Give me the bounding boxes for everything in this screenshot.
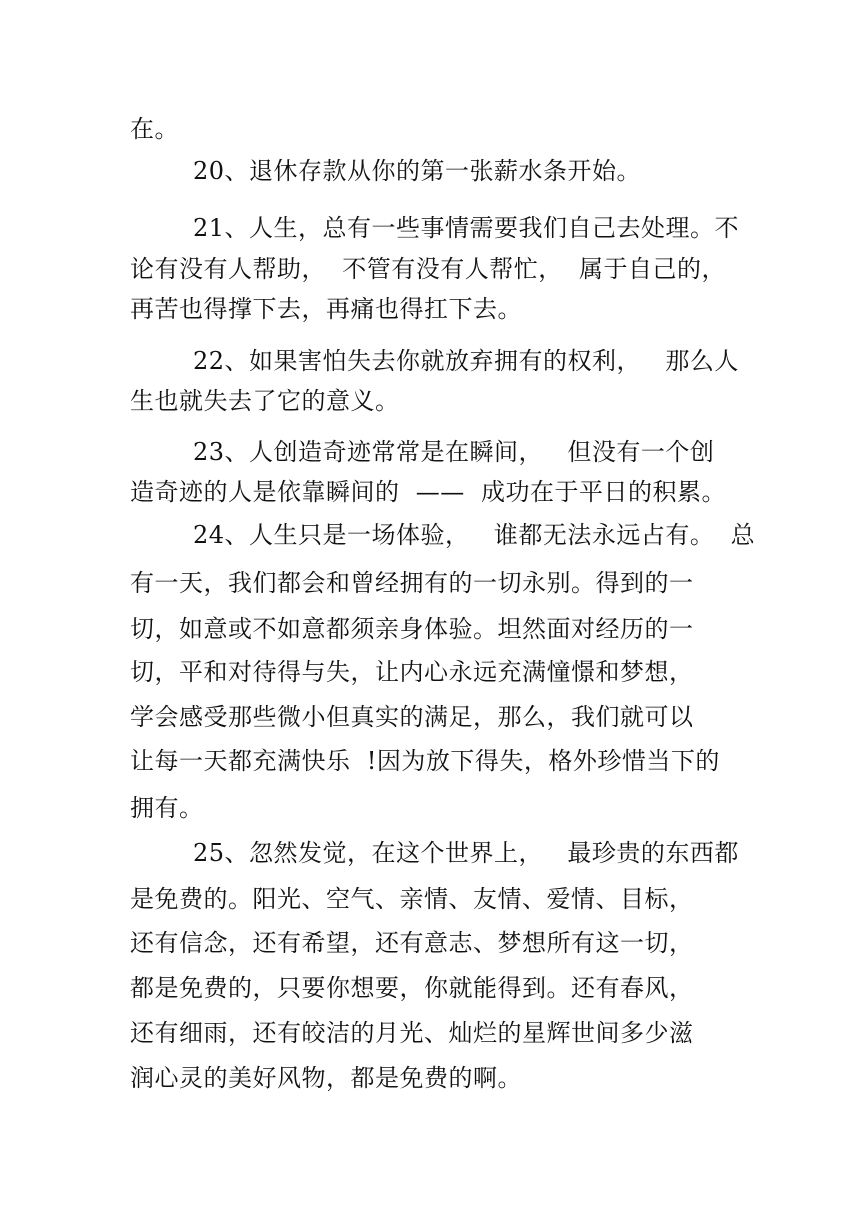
paragraph-line: 21、人生，总有一些事情需要我们自己去处理。不 [193, 214, 740, 242]
paragraph-line: 24、人生只是一场体验， 谁都无法永远占有。 总 [193, 521, 756, 549]
paragraph-line: 25、忽然发觉，在这个世界上， 最珍贵的东西都 [193, 839, 739, 867]
paragraph-line: 22、如果害怕失去你就放弃拥有的权利， 那么人 [193, 347, 739, 375]
paragraph-line: 20、退休存款从你的第一张薪水条开始。 [193, 157, 642, 185]
paragraph-line: 还有信念，还有希望，还有意志、梦想所有这一切， [130, 929, 694, 957]
paragraph-line: 论有没有人帮助， 不管有没有人帮忙， 属于自己的， [130, 255, 727, 283]
paragraph-line: 还有细雨，还有皎洁的月光、灿烂的星辉世间多少滋 [130, 1019, 694, 1047]
paragraph-line: 在。 [130, 115, 179, 143]
paragraph-line: 润心灵的美好风物，都是免费的啊。 [130, 1064, 522, 1092]
paragraph-line: 都是免费的，只要你想要，你就能得到。还有春风， [130, 974, 694, 1002]
paragraph-line: 生也就失去了它的意义。 [130, 387, 400, 415]
paragraph-line: 再苦也得撑下去，再痛也得扛下去。 [130, 295, 522, 323]
paragraph-line: 拥有。 [130, 794, 204, 822]
paragraph-line: 学会感受那些微小但真实的满足，那么，我们就可以 [130, 703, 694, 731]
paragraph-line: 造奇迹的人是依靠瞬间的 —— 成功在于平日的积累。 [130, 478, 727, 506]
paragraph-line: 切，平和对待得与失，让内心永远充满憧憬和梦想， [130, 658, 694, 686]
paragraph-line: 让每一天都充满快乐 !因为放下得失，格外珍惜当下的 [130, 747, 720, 775]
paragraph-line: 23、人创造奇迹常常是在瞬间， 但没有一个创 [193, 438, 715, 466]
paragraph-line: 切，如意或不如意都须亲身体验。坦然面对经历的一 [130, 615, 694, 643]
paragraph-line: 有一天，我们都会和曾经拥有的一切永别。得到的一 [130, 569, 694, 597]
paragraph-line: 是免费的。阳光、空气、亲情、友情、爱情、目标， [130, 885, 694, 913]
